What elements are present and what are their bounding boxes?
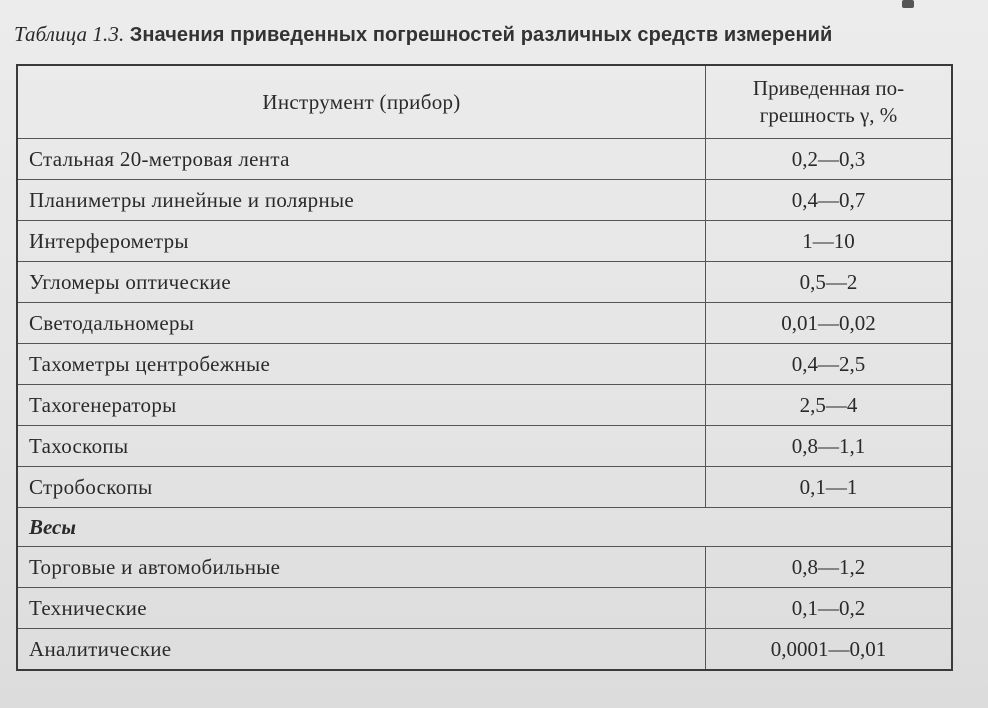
error-value: 0,4—0,7 (706, 180, 953, 221)
instrument-name: Интерферометры (17, 221, 706, 262)
table-caption (14, 22, 832, 47)
table-row (17, 344, 952, 385)
error-value: 2,5—4 (706, 385, 953, 426)
header-instrument: Инструмент (прибор) (17, 65, 706, 139)
table-row (17, 262, 952, 303)
instrument-name: Угломеры оптические (17, 262, 706, 303)
table-row (17, 385, 952, 426)
instrument-name: Аналитические (17, 629, 706, 671)
instrument-name: Тахогенераторы (17, 385, 706, 426)
error-value: 0,1—1 (706, 467, 953, 508)
table-row (17, 629, 952, 671)
header-error-line2: грешность γ, % (759, 103, 898, 127)
instrument-name: Светодальномеры (17, 303, 706, 344)
table-row (17, 139, 952, 180)
error-value: 0,2—0,3 (706, 139, 953, 180)
table-row (17, 467, 952, 508)
header-error-line1: Приведенная по- (752, 76, 905, 100)
instrument-name: Тахоскопы (17, 426, 706, 467)
header-row (17, 65, 952, 139)
error-value: 0,5—2 (706, 262, 953, 303)
table-row (17, 588, 952, 629)
instrument-name: Планиметры линейные и полярные (17, 180, 706, 221)
error-value: 1—10 (706, 221, 953, 262)
error-value: 0,01—0,02 (706, 303, 953, 344)
table-row (17, 547, 952, 588)
table-row (17, 303, 952, 344)
error-value: 0,4—2,5 (706, 344, 953, 385)
instrument-name: Стробоскопы (17, 467, 706, 508)
error-table (16, 64, 953, 671)
instrument-name: Стальная 20-метровая лента (17, 139, 706, 180)
table-row (17, 426, 952, 467)
error-value: 0,8—1,2 (706, 547, 953, 588)
instrument-name: Торговые и автомобильные (17, 547, 706, 588)
table-caption-label: Таблица 1.3. (14, 22, 125, 46)
section-heading-scales: Весы (17, 508, 952, 547)
table-row (17, 180, 952, 221)
header-error (706, 65, 953, 139)
instrument-name: Технические (17, 588, 706, 629)
instrument-name: Тахометры центробежные (17, 344, 706, 385)
table-row (17, 221, 952, 262)
error-value: 0,8—1,1 (706, 426, 953, 467)
error-value: 0,1—0,2 (706, 588, 953, 629)
error-value: 0,0001—0,01 (706, 629, 953, 671)
corner-mark (902, 0, 914, 8)
table-caption-title: Значения приведенных погрешностей различных средств измерений (129, 24, 833, 46)
section-row (17, 508, 952, 547)
